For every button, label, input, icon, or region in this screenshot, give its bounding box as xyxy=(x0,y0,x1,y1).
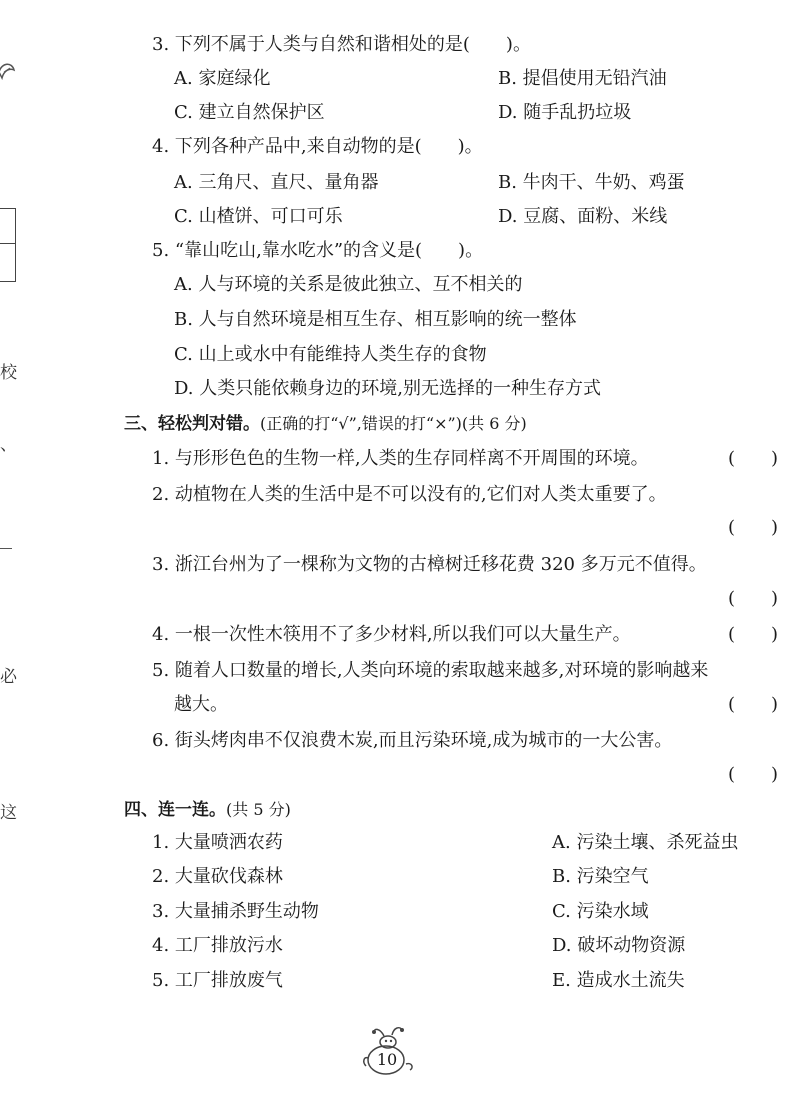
match-right-item[interactable]: B. 污染空气 xyxy=(552,866,649,887)
item-text: 1. 与形形色色的生物一样,人类的生存同样离不开周围的环境。 xyxy=(152,448,649,469)
question-stem: 4. 下列各种产品中,来自动物的是( )。 xyxy=(152,136,483,157)
match-right-item[interactable]: C. 污染水域 xyxy=(552,901,649,922)
section-4-heading xyxy=(124,795,291,820)
option-b: B. 提倡使用无铅汽油 xyxy=(498,68,667,89)
margin-char: 、 xyxy=(0,435,17,455)
margin-box xyxy=(0,208,16,282)
match-right-item[interactable]: A. 污染土壤、杀死益虫 xyxy=(552,832,739,853)
match-left-item[interactable]: 5. 工厂排放废气 xyxy=(152,970,283,991)
option-c: C. 建立自然保护区 xyxy=(174,102,325,123)
option-a: A. 人与环境的关系是彼此独立、互不相关的 xyxy=(174,274,523,295)
answer-blank[interactable]: ( ) xyxy=(727,588,778,609)
option-a: A. 家庭绿化 xyxy=(174,68,271,89)
item-text: 2. 动植物在人类的生活中是不可以没有的,它们对人类太重要了。 xyxy=(152,484,667,505)
section-note: (正确的打“√”,错误的打“×”)(共 6 分) xyxy=(260,414,527,433)
margin-line xyxy=(0,548,12,549)
ornament-icon xyxy=(0,58,18,84)
margin-char: 校 xyxy=(0,363,17,383)
answer-blank[interactable]: ( ) xyxy=(727,764,778,785)
option-d: D. 豆腐、面粉、米线 xyxy=(498,206,668,227)
match-right-item[interactable]: E. 造成水土流失 xyxy=(552,970,685,991)
option-a: A. 三角尺、直尺、量角器 xyxy=(174,172,379,193)
option-c: C. 山上或水中有能维持人类生存的食物 xyxy=(174,344,487,365)
match-right-item[interactable]: D. 破坏动物资源 xyxy=(552,935,686,956)
answer-blank[interactable]: ( ) xyxy=(727,694,778,715)
match-left-item[interactable]: 2. 大量砍伐森林 xyxy=(152,866,283,887)
item-text-cont: 越大。 xyxy=(174,694,228,715)
page-number-badge xyxy=(362,1022,422,1082)
margin-char: 这 xyxy=(0,803,17,823)
page-number: 10 xyxy=(376,1050,398,1069)
match-left-item[interactable]: 4. 工厂排放污水 xyxy=(152,935,283,956)
item-text: 4. 一根一次性木筷用不了多少材料,所以我们可以大量生产。 xyxy=(152,624,631,645)
section-title: 四、连一连。 xyxy=(124,800,226,820)
option-d: D. 人类只能依赖身边的环境,别无选择的一种生存方式 xyxy=(174,378,601,399)
match-left-item[interactable]: 3. 大量捕杀野生动物 xyxy=(152,901,319,922)
section-3-heading xyxy=(124,409,527,434)
answer-blank[interactable]: ( ) xyxy=(727,624,778,645)
option-d: D. 随手乱扔垃圾 xyxy=(498,102,632,123)
item-text: 3. 浙江台州为了一棵称为文物的古樟树迁移花费 320 多万元不值得。 xyxy=(152,554,707,575)
option-b: B. 牛肉干、牛奶、鸡蛋 xyxy=(498,172,685,193)
section-title: 三、轻松判对错。 xyxy=(124,414,260,434)
margin-char: 必 xyxy=(0,667,17,687)
option-c: C. 山楂饼、可口可乐 xyxy=(174,206,343,227)
match-left-item[interactable]: 1. 大量喷洒农药 xyxy=(152,832,283,853)
answer-blank[interactable]: ( ) xyxy=(727,448,778,469)
option-b: B. 人与自然环境是相互生存、相互影响的统一整体 xyxy=(174,309,577,330)
item-text: 6. 街头烤肉串不仅浪费木炭,而且污染环境,成为城市的一大公害。 xyxy=(152,730,673,751)
answer-blank[interactable]: ( ) xyxy=(727,517,778,538)
section-note: (共 5 分) xyxy=(226,800,291,819)
question-stem: 5. “靠山吃山,靠水吃水”的含义是( )。 xyxy=(152,240,484,261)
item-text: 5. 随着人口数量的增长,人类向环境的索取越来越多,对环境的影响越来 xyxy=(152,660,709,681)
question-stem: 3. 下列不属于人类与自然和谐相处的是( )。 xyxy=(152,34,531,55)
